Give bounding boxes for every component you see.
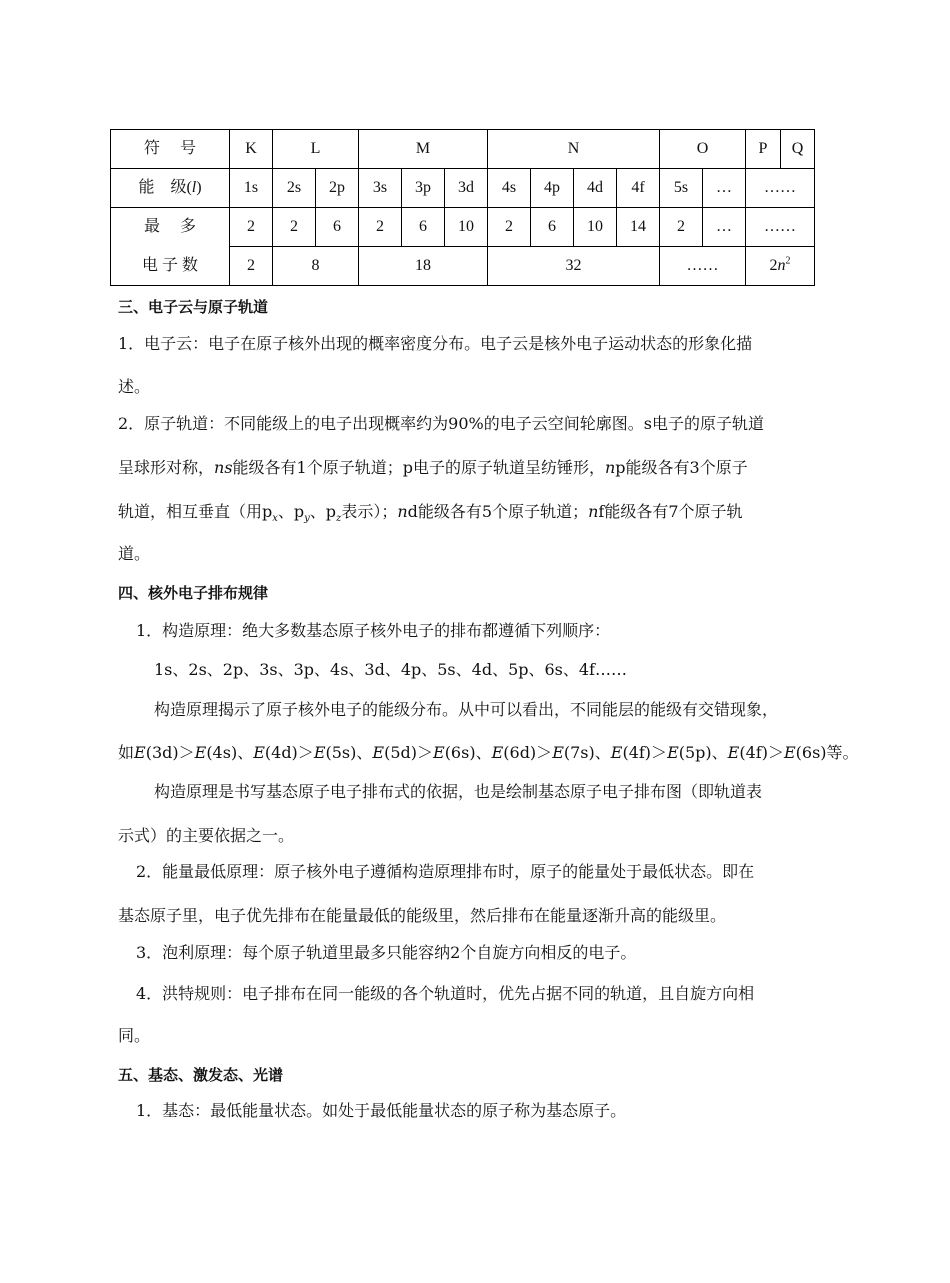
- shell-max-cell: 32: [488, 247, 660, 286]
- level-cell: 1s: [230, 169, 273, 208]
- level-max-cell: 14: [617, 208, 660, 247]
- energy-comparison: E(3d)＞E(4s): [134, 743, 238, 762]
- shell-o: O: [660, 130, 746, 169]
- level-cell: ……: [746, 169, 815, 208]
- paragraph-orbital-line4: 道。: [118, 544, 151, 563]
- shell-l: L: [273, 130, 359, 169]
- shell-q: Q: [781, 130, 815, 169]
- paragraph-orbital-line3: 轨道，相互垂直（用$p_x$、$p_y$、$p_z$表示）；nd能级各有5个原子轨道；nf能级各有7个原子轨: [118, 502, 743, 525]
- shell-k: K: [230, 130, 273, 169]
- shell-max-cell: 8: [273, 247, 359, 286]
- level-cell: 4f: [617, 169, 660, 208]
- paragraph-orbital-line1: 2．原子轨道：不同能级上的电子出现概率约为90%的电子云空间轮廓图。s电子的原子轨道: [118, 414, 764, 433]
- row-label-max-2: 电 子 数: [111, 247, 230, 286]
- energy-comparison: E(6d)＞E(7s): [491, 743, 595, 762]
- table-row-levels: [111, 169, 815, 208]
- level-max-cell: 2: [230, 208, 273, 247]
- comparison-separator: 、: [237, 743, 254, 762]
- level-cell: 3d: [445, 169, 488, 208]
- level-max-cell: 6: [316, 208, 359, 247]
- level-max-cell: 2: [359, 208, 402, 247]
- energy-comparison: E(4f)＞E(6s): [727, 743, 827, 762]
- shell-p: P: [746, 130, 781, 169]
- rule-lowest-energy-line1: 2．能量最低原理：原子核外电子遵循构造原理排布时，原子的能量处于最低状态。即在: [136, 862, 755, 881]
- paragraph-aufbau-line3: 构造原理是书写基态原子电子排布式的依据，也是绘制基态原子电子排布图（即轨道表: [154, 782, 763, 801]
- rule-aufbau-order: 1s、2s、2p、3s、3p、4s、3d、4p、5s、4d、5p、6s、4f……: [154, 660, 627, 679]
- shell-max-cell: 2: [230, 247, 273, 286]
- row-label-symbol: 符 号: [111, 130, 230, 169]
- level-max-cell: …: [703, 208, 746, 247]
- rule-pauli: 3．泡利原理：每个原子轨道里最多只能容纳2个自旋方向相反的电子。: [136, 943, 637, 962]
- energy-comparison: E(4f)＞E(5p): [610, 743, 712, 762]
- table-row-shell-symbols: [111, 130, 815, 169]
- level-max-cell: 2: [273, 208, 316, 247]
- paragraph-electron-cloud-line1: 1．电子云：电子在原子核外出现的概率密度分布。电子云是核外电子运动状态的形象化描: [118, 334, 753, 353]
- shell-max-formula: $2n^2$: [746, 247, 815, 286]
- shell-m: M: [359, 130, 488, 169]
- comparison-separator: 、: [475, 743, 492, 762]
- level-cell: 2s: [273, 169, 316, 208]
- table-row-level-max: [111, 208, 815, 247]
- rule-aufbau: 1．构造原理：绝大多数基态原子核外电子的排布都遵循下列顺序：: [136, 621, 611, 640]
- paragraph-ground-state: 1．基态：最低能量状态。如处于最低能量状态的原子称为基态原子。: [136, 1101, 627, 1120]
- paragraph-orbital-line2: 呈球形对称，ns能级各有1个原子轨道；p电子的原子轨道呈纺锤形，np能级各有3个原子: [118, 458, 748, 477]
- energy-comparison: E(4d)＞E(5s): [253, 743, 357, 762]
- level-cell: 3p: [402, 169, 445, 208]
- comparison-separator: 、: [356, 743, 373, 762]
- comparison-separator: 、: [594, 743, 611, 762]
- table-row-shell-max: [111, 247, 815, 286]
- level-cell: 2p: [316, 169, 359, 208]
- row-label-max-1: 最 多: [111, 208, 230, 247]
- level-cell: 4p: [531, 169, 574, 208]
- paragraph-aufbau-line2: 如E(3d)＞E(4s)、E(4d)＞E(5s)、E(5d)＞E(6s)、E(6d)＞E(7s)、E(4f)＞E(5p)、E(4f)＞E(6s)等。: [118, 743, 859, 762]
- shell-max-cell: 18: [359, 247, 488, 286]
- level-max-cell: 10: [445, 208, 488, 247]
- section5-heading: 五、基态、激发态、光谱: [118, 1066, 284, 1084]
- shell-n: N: [488, 130, 660, 169]
- level-max-cell: 6: [402, 208, 445, 247]
- level-max-cell: ……: [746, 208, 815, 247]
- level-max-cell: 2: [488, 208, 531, 247]
- level-cell: …: [703, 169, 746, 208]
- rule-hund-line1: 4．洪特规则：电子排布在同一能级的各个轨道时，优先占据不同的轨道，且自旋方向相: [136, 984, 755, 1003]
- level-max-cell: 2: [660, 208, 703, 247]
- energy-comparisons: [134, 743, 827, 762]
- shell-level-table: [110, 129, 815, 286]
- energy-comparison: E(5d)＞E(6s): [372, 743, 476, 762]
- section4-heading: 四、核外电子排布规律: [118, 584, 269, 602]
- row-label-level: 能 级(l): [111, 169, 230, 208]
- level-cell: 4s: [488, 169, 531, 208]
- rule-lowest-energy-line2: 基态原子里，电子优先排布在能量最低的能级里，然后排布在能量逐渐升高的能级里。: [118, 906, 727, 925]
- section3-heading: 三、电子云与原子轨道: [118, 298, 269, 316]
- level-max-cell: 6: [531, 208, 574, 247]
- paragraph-aufbau-line4: 示式）的主要依据之一。: [118, 826, 295, 845]
- paragraph-aufbau-line1: 构造原理揭示了原子核外电子的能级分布。从中可以看出，不同能层的能级有交错现象，: [154, 700, 779, 719]
- shell-max-cell: ……: [660, 247, 746, 286]
- level-cell: 5s: [660, 169, 703, 208]
- level-cell: 4d: [574, 169, 617, 208]
- comparison-separator: 、: [711, 743, 728, 762]
- level-cell: 3s: [359, 169, 402, 208]
- rule-hund-line2: 同。: [118, 1026, 151, 1045]
- paragraph-electron-cloud-line2: 述。: [118, 377, 151, 396]
- level-max-cell: 10: [574, 208, 617, 247]
